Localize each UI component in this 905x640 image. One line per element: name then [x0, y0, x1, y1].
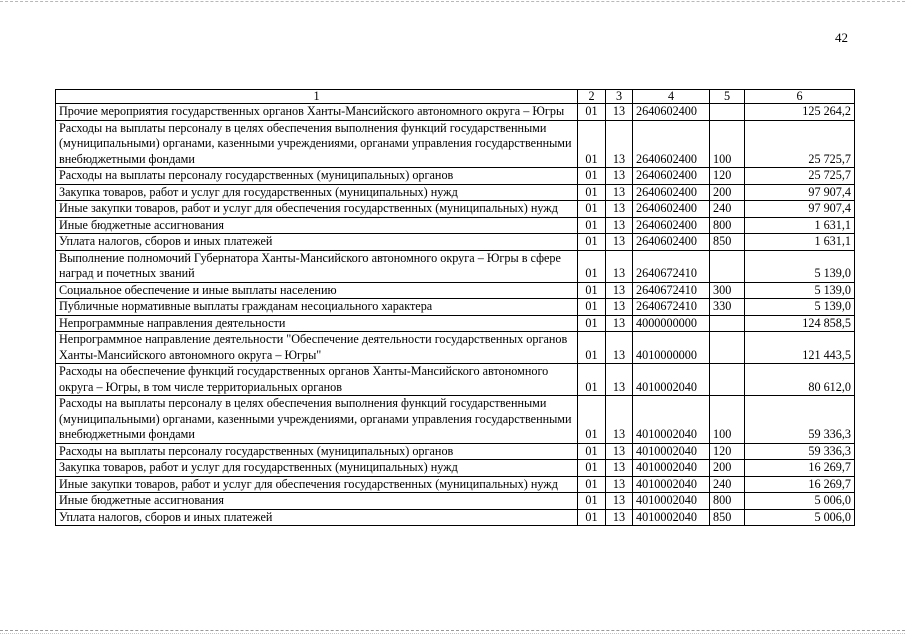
target-article-cell: 2640602400 [633, 104, 710, 121]
target-article-cell: 4000000000 [633, 315, 710, 332]
amount-cell: 25 725,7 [745, 168, 855, 185]
amount-cell: 1 631,1 [745, 234, 855, 251]
budget-table [55, 89, 855, 526]
row-name-cell: Уплата налогов, сборов и иных платежей [56, 234, 578, 251]
row-name-cell: Расходы на выплаты персоналу государственных (муниципальных) органов [56, 443, 578, 460]
amount-cell: 16 269,7 [745, 476, 855, 493]
section-code-cell: 01 [578, 332, 606, 364]
column-number-row [56, 90, 855, 104]
expense-type-cell: 120 [710, 168, 745, 185]
table-row [56, 168, 855, 185]
amount-cell: 5 006,0 [745, 493, 855, 510]
expense-type-cell: 240 [710, 201, 745, 218]
table-row [56, 282, 855, 299]
subsection-code-cell: 13 [606, 184, 633, 201]
expense-type-cell: 240 [710, 476, 745, 493]
amount-cell: 25 725,7 [745, 120, 855, 168]
expense-type-cell: 800 [710, 493, 745, 510]
expense-type-cell: 330 [710, 299, 745, 316]
table-row [56, 364, 855, 396]
subsection-code-cell: 13 [606, 250, 633, 282]
expense-type-cell: 850 [710, 234, 745, 251]
section-code-cell: 01 [578, 120, 606, 168]
table-row [56, 396, 855, 444]
target-article-cell: 2640602400 [633, 168, 710, 185]
row-name-cell: Социальное обеспечение и иные выплаты населению [56, 282, 578, 299]
section-code-cell: 01 [578, 201, 606, 218]
scan-edge-bottom [0, 630, 905, 634]
row-name-cell: Иные бюджетные ассигнования [56, 217, 578, 234]
column-header: 3 [606, 90, 633, 104]
section-code-cell: 01 [578, 299, 606, 316]
row-name-cell: Расходы на выплаты персоналу в целях обеспечения выполнения функций государственными (муниципальными) органами, казенными учреждениями, органами управления государственными внебюджетными фондами [56, 396, 578, 444]
target-article-cell: 2640672410 [633, 250, 710, 282]
row-name-cell: Закупка товаров, работ и услуг для государственных (муниципальных) нужд [56, 460, 578, 477]
subsection-code-cell: 13 [606, 509, 633, 526]
expense-type-cell [710, 104, 745, 121]
section-code-cell: 01 [578, 217, 606, 234]
table-row [56, 476, 855, 493]
section-code-cell: 01 [578, 234, 606, 251]
amount-cell: 1 631,1 [745, 217, 855, 234]
amount-cell: 97 907,4 [745, 184, 855, 201]
table-row [56, 493, 855, 510]
section-code-cell: 01 [578, 364, 606, 396]
subsection-code-cell: 13 [606, 217, 633, 234]
table-row [56, 217, 855, 234]
amount-cell: 16 269,7 [745, 460, 855, 477]
target-article-cell: 4010000000 [633, 332, 710, 364]
target-article-cell: 2640602400 [633, 120, 710, 168]
amount-cell: 59 336,3 [745, 396, 855, 444]
target-article-cell: 4010002040 [633, 443, 710, 460]
expense-type-cell: 200 [710, 184, 745, 201]
expense-type-cell: 850 [710, 509, 745, 526]
section-code-cell: 01 [578, 282, 606, 299]
amount-cell: 5 139,0 [745, 299, 855, 316]
target-article-cell: 2640602400 [633, 184, 710, 201]
amount-cell: 121 443,5 [745, 332, 855, 364]
column-header: 5 [710, 90, 745, 104]
row-name-cell: Иные закупки товаров, работ и услуг для обеспечения государственных (муниципальных) нужд [56, 476, 578, 493]
table-row [56, 104, 855, 121]
table-row [56, 184, 855, 201]
amount-cell: 5 139,0 [745, 250, 855, 282]
table-row [56, 332, 855, 364]
target-article-cell: 2640602400 [633, 217, 710, 234]
target-article-cell: 4010002040 [633, 509, 710, 526]
page-number: 42 [835, 30, 848, 45]
expense-type-cell: 120 [710, 443, 745, 460]
section-code-cell: 01 [578, 443, 606, 460]
section-code-cell: 01 [578, 493, 606, 510]
subsection-code-cell: 13 [606, 476, 633, 493]
row-name-cell: Прочие мероприятия государственных органов Ханты-Мансийского автономного округа – Югры [56, 104, 578, 121]
expense-type-cell [710, 364, 745, 396]
subsection-code-cell: 13 [606, 299, 633, 316]
row-name-cell: Расходы на выплаты персоналу в целях обеспечения выполнения функций государственными (муниципальными) органами, казенными учреждениями, органами управления государственными внебюджетными фондами [56, 120, 578, 168]
table-row [56, 299, 855, 316]
amount-cell: 59 336,3 [745, 443, 855, 460]
column-header: 2 [578, 90, 606, 104]
table-row [56, 460, 855, 477]
table-row [56, 201, 855, 218]
subsection-code-cell: 13 [606, 396, 633, 444]
target-article-cell: 2640602400 [633, 234, 710, 251]
row-name-cell: Непрограммные направления деятельности [56, 315, 578, 332]
target-article-cell: 2640602400 [633, 201, 710, 218]
row-name-cell: Уплата налогов, сборов и иных платежей [56, 509, 578, 526]
row-name-cell: Выполнение полномочий Губернатора Ханты-Мансийского автономного округа – Югры в сфере наград и почетных званий [56, 250, 578, 282]
budget-table-body [56, 90, 855, 526]
amount-cell: 5 006,0 [745, 509, 855, 526]
subsection-code-cell: 13 [606, 234, 633, 251]
section-code-cell: 01 [578, 315, 606, 332]
subsection-code-cell: 13 [606, 282, 633, 299]
subsection-code-cell: 13 [606, 493, 633, 510]
table-row [56, 315, 855, 332]
section-code-cell: 01 [578, 104, 606, 121]
column-header: 1 [56, 90, 578, 104]
section-code-cell: 01 [578, 184, 606, 201]
expense-type-cell: 100 [710, 396, 745, 444]
subsection-code-cell: 13 [606, 460, 633, 477]
target-article-cell: 4010002040 [633, 396, 710, 444]
expense-type-cell: 200 [710, 460, 745, 477]
target-article-cell: 2640672410 [633, 299, 710, 316]
section-code-cell: 01 [578, 509, 606, 526]
amount-cell: 125 264,2 [745, 104, 855, 121]
subsection-code-cell: 13 [606, 443, 633, 460]
section-code-cell: 01 [578, 168, 606, 185]
amount-cell: 80 612,0 [745, 364, 855, 396]
subsection-code-cell: 13 [606, 364, 633, 396]
column-header: 4 [633, 90, 710, 104]
subsection-code-cell: 13 [606, 104, 633, 121]
row-name-cell: Расходы на выплаты персоналу государственных (муниципальных) органов [56, 168, 578, 185]
amount-cell: 5 139,0 [745, 282, 855, 299]
target-article-cell: 4010002040 [633, 460, 710, 477]
subsection-code-cell: 13 [606, 315, 633, 332]
table-row [56, 443, 855, 460]
column-header: 6 [745, 90, 855, 104]
expense-type-cell [710, 250, 745, 282]
section-code-cell: 01 [578, 460, 606, 477]
section-code-cell: 01 [578, 476, 606, 493]
expense-type-cell: 300 [710, 282, 745, 299]
amount-cell: 124 858,5 [745, 315, 855, 332]
section-code-cell: 01 [578, 250, 606, 282]
table-row [56, 234, 855, 251]
section-code-cell: 01 [578, 396, 606, 444]
row-name-cell: Иные бюджетные ассигнования [56, 493, 578, 510]
expense-type-cell: 800 [710, 217, 745, 234]
expense-type-cell [710, 332, 745, 364]
subsection-code-cell: 13 [606, 168, 633, 185]
row-name-cell: Публичные нормативные выплаты гражданам несоциального характера [56, 299, 578, 316]
table-row [56, 509, 855, 526]
subsection-code-cell: 13 [606, 120, 633, 168]
subsection-code-cell: 13 [606, 332, 633, 364]
amount-cell: 97 907,4 [745, 201, 855, 218]
target-article-cell: 4010002040 [633, 364, 710, 396]
row-name-cell: Закупка товаров, работ и услуг для государственных (муниципальных) нужд [56, 184, 578, 201]
table-row [56, 250, 855, 282]
expense-type-cell: 100 [710, 120, 745, 168]
scan-edge-top [0, 1, 905, 3]
table-row [56, 120, 855, 168]
expense-type-cell [710, 315, 745, 332]
row-name-cell: Иные закупки товаров, работ и услуг для обеспечения государственных (муниципальных) нужд [56, 201, 578, 218]
row-name-cell: Расходы на обеспечение функций государственных органов Ханты-Мансийского автономного округа – Югры, в том числе территориальных органов [56, 364, 578, 396]
target-article-cell: 4010002040 [633, 493, 710, 510]
target-article-cell: 2640672410 [633, 282, 710, 299]
subsection-code-cell: 13 [606, 201, 633, 218]
row-name-cell: Непрограммное направление деятельности "Обеспечение деятельности государственных органов Ханты-Мансийского автономного округа – Югры" [56, 332, 578, 364]
target-article-cell: 4010002040 [633, 476, 710, 493]
